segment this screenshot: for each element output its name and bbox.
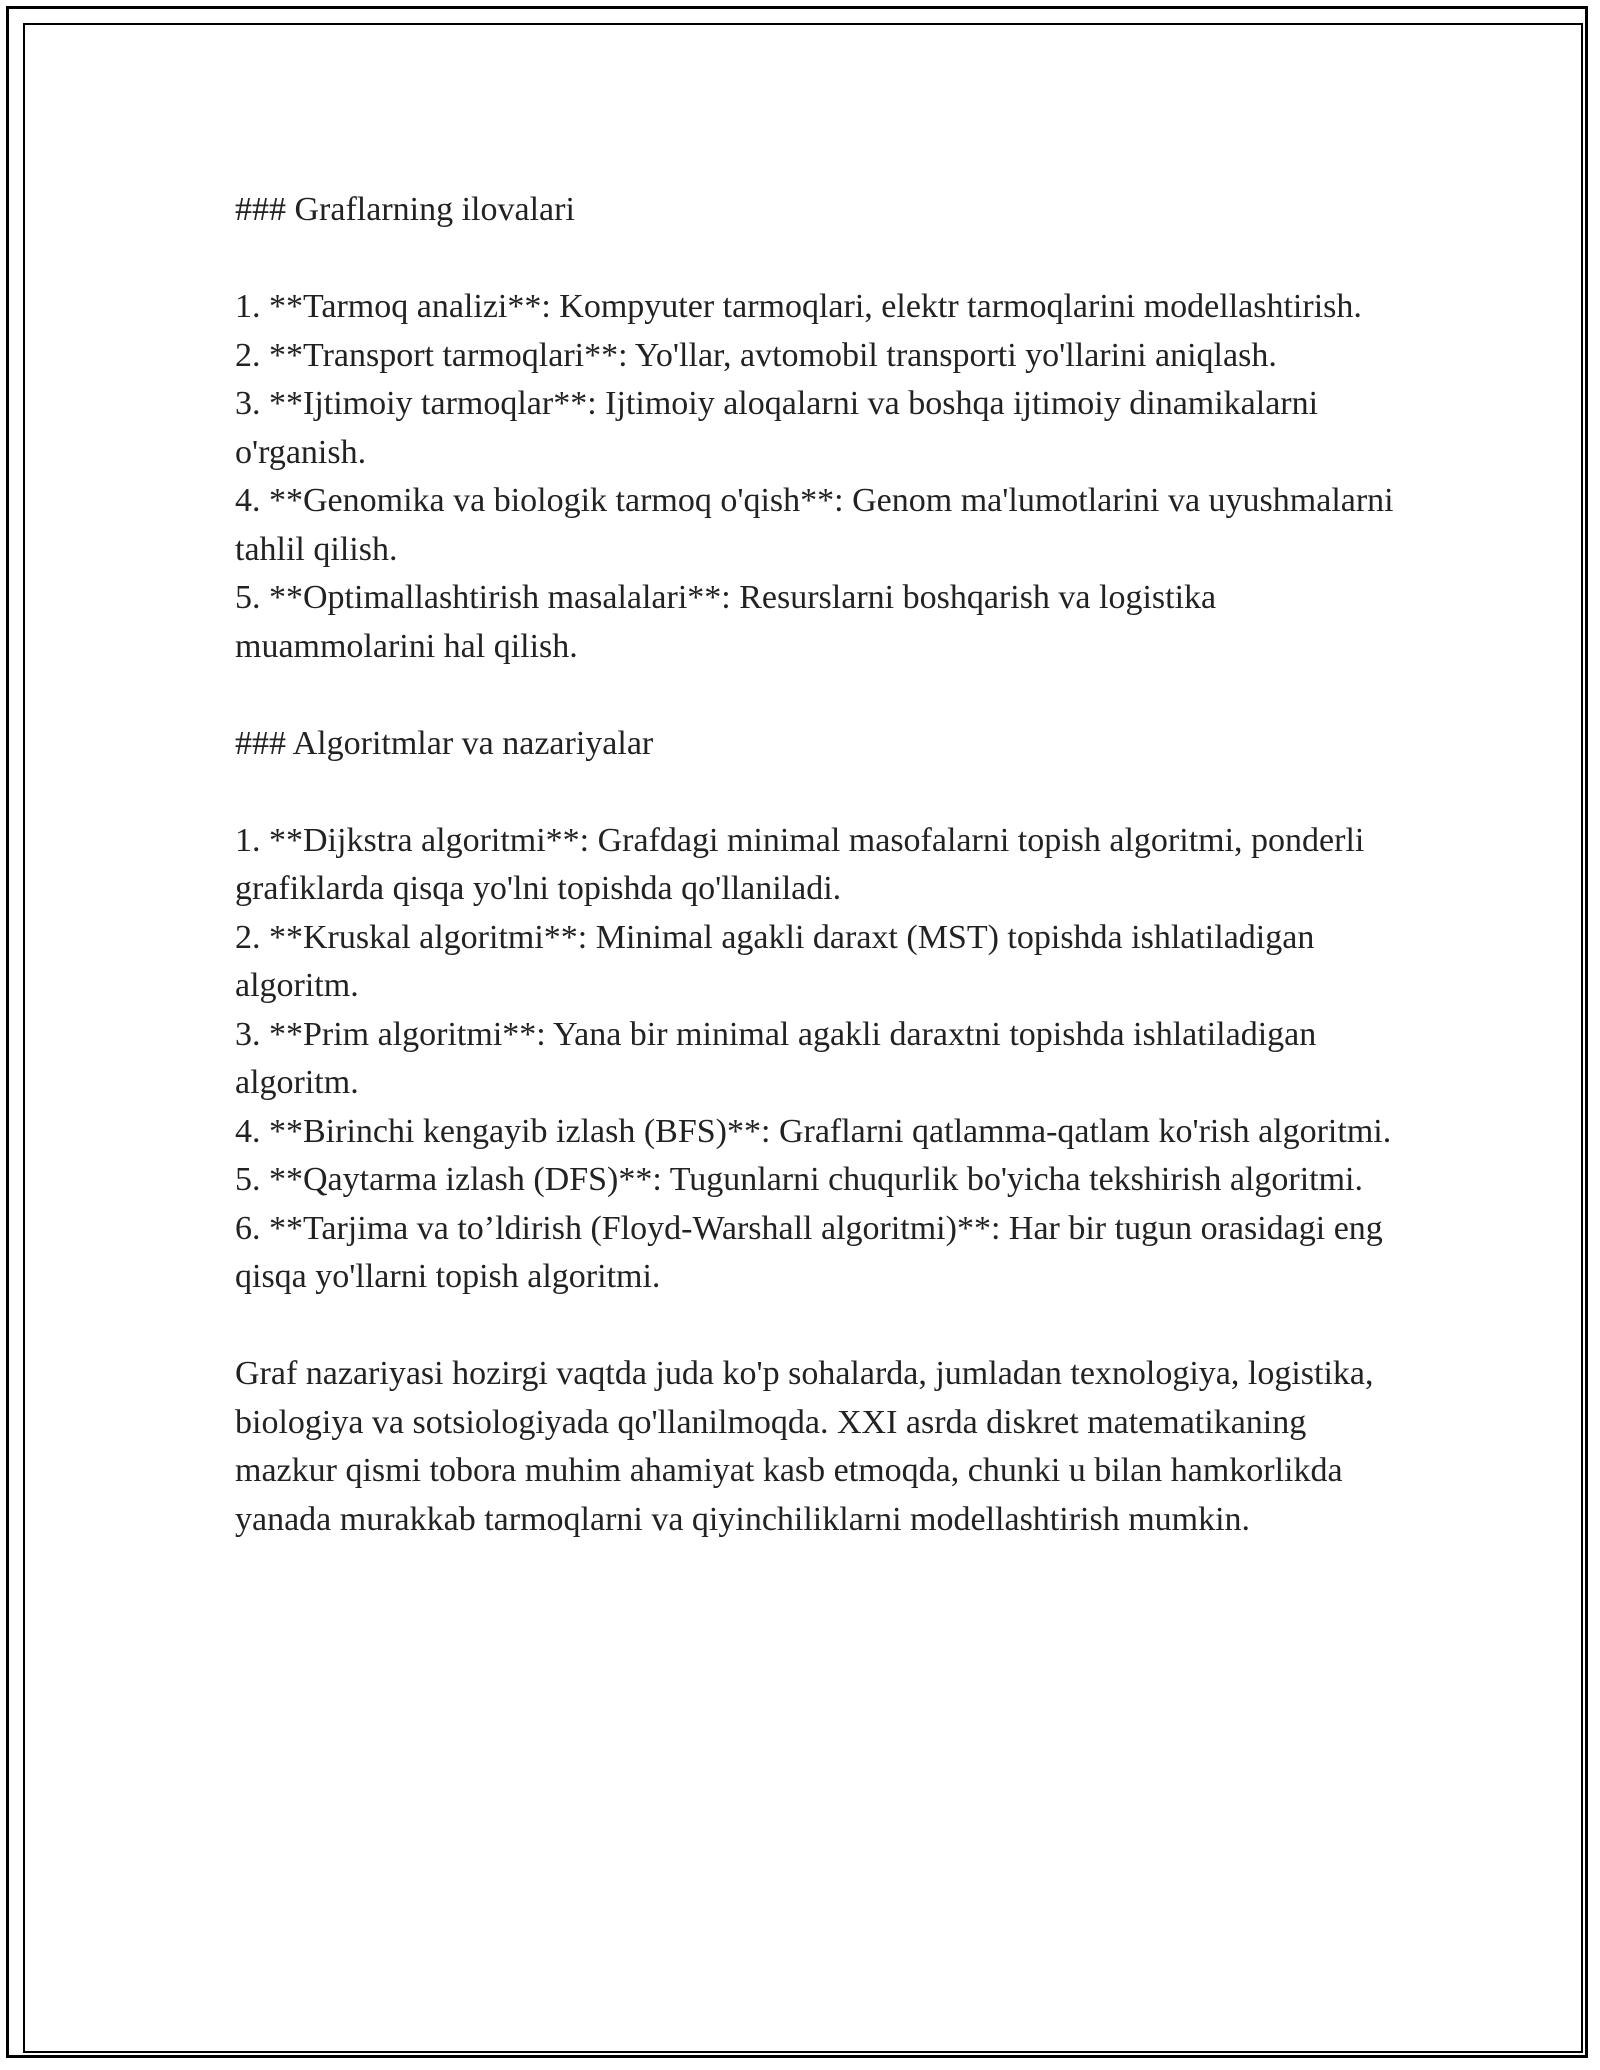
conclusion-paragraph: Graf nazariyasi hozirgi vaqtda juda ko'p sohalarda, jumladan texnologiya, logistika, biologiya va sotsiologiyada qo'llanilmoqda. XXI asrda diskret matematikaning mazkur qismi tobora muhim ahamiyat kasb etmoqda, chunki u bilan hamkorlikda yanada murakkab tarmoqlarni va qiyinchiliklarni modellashtirish mumkin. bbox=[235, 1355, 1374, 1538]
list-item: 2. **Transport tarmoqlari**: Yo'llar, avtomobil transporti yo'llarini aniqlash. bbox=[235, 336, 1277, 374]
spacer bbox=[235, 1302, 1415, 1351]
list-item: 3. **Prim algoritmi**: Yana bir minimal agakli daraxtni topishda ishlatiladigan algoritm. bbox=[235, 1015, 1317, 1101]
list-item: 3. **Ijtimoiy tarmoqlar**: Ijtimoiy aloqalarni va boshqa ijtimoiy dinamikalarni o'rganish. bbox=[235, 385, 1319, 471]
spacer bbox=[235, 768, 1415, 817]
spacer bbox=[235, 671, 1415, 720]
list-item: 4. **Genomika va biologik tarmoq o'qish**: Genom ma'lumotlarini va uyushmalarni tahlil qilish. bbox=[235, 482, 1394, 568]
list-item: 2. **Kruskal algoritmi**: Minimal agakli daraxt (MST) topishda ishlatiladigan algoritm. bbox=[235, 918, 1315, 1004]
list-item: 5. **Qaytarma izlash (DFS)**: Tugunlarni chuqurlik bo'yicha tekshirish algoritmi. bbox=[235, 1161, 1363, 1198]
list-item: 4. **Birinchi kengayib izlash (BFS)**: Graflarni qatlamma-qatlam ko'rish algoritmi. bbox=[235, 1112, 1392, 1150]
section-heading-algorithms: ### Algoritmlar va nazariyalar bbox=[235, 724, 654, 762]
section-heading-applications: ### Graflarning ilovalari bbox=[235, 191, 575, 228]
document-body bbox=[235, 186, 1415, 1544]
spacer bbox=[235, 235, 1415, 284]
list-item: 1. **Dijkstra algoritmi**: Grafdagi minimal masofalarni topish algoritmi, ponderli grafiklarda qisqa yo'lni topishda qo'llaniladi. bbox=[235, 821, 1365, 907]
list-item: 6. **Tarjima va to’ldirish (Floyd-Warshall algoritmi)**: Har bir tugun orasidagi eng qisqa yo'llarni topish algoritmi. bbox=[235, 1209, 1383, 1295]
list-item: 1. **Tarmoq analizi**: Kompyuter tarmoqlari, elektr tarmoqlarini modellashtirish. bbox=[235, 288, 1362, 325]
list-item: 5. **Optimallashtirish masalalari**: Resurslarni boshqarish va logistika muammolarini hal qilish. bbox=[235, 579, 1217, 665]
